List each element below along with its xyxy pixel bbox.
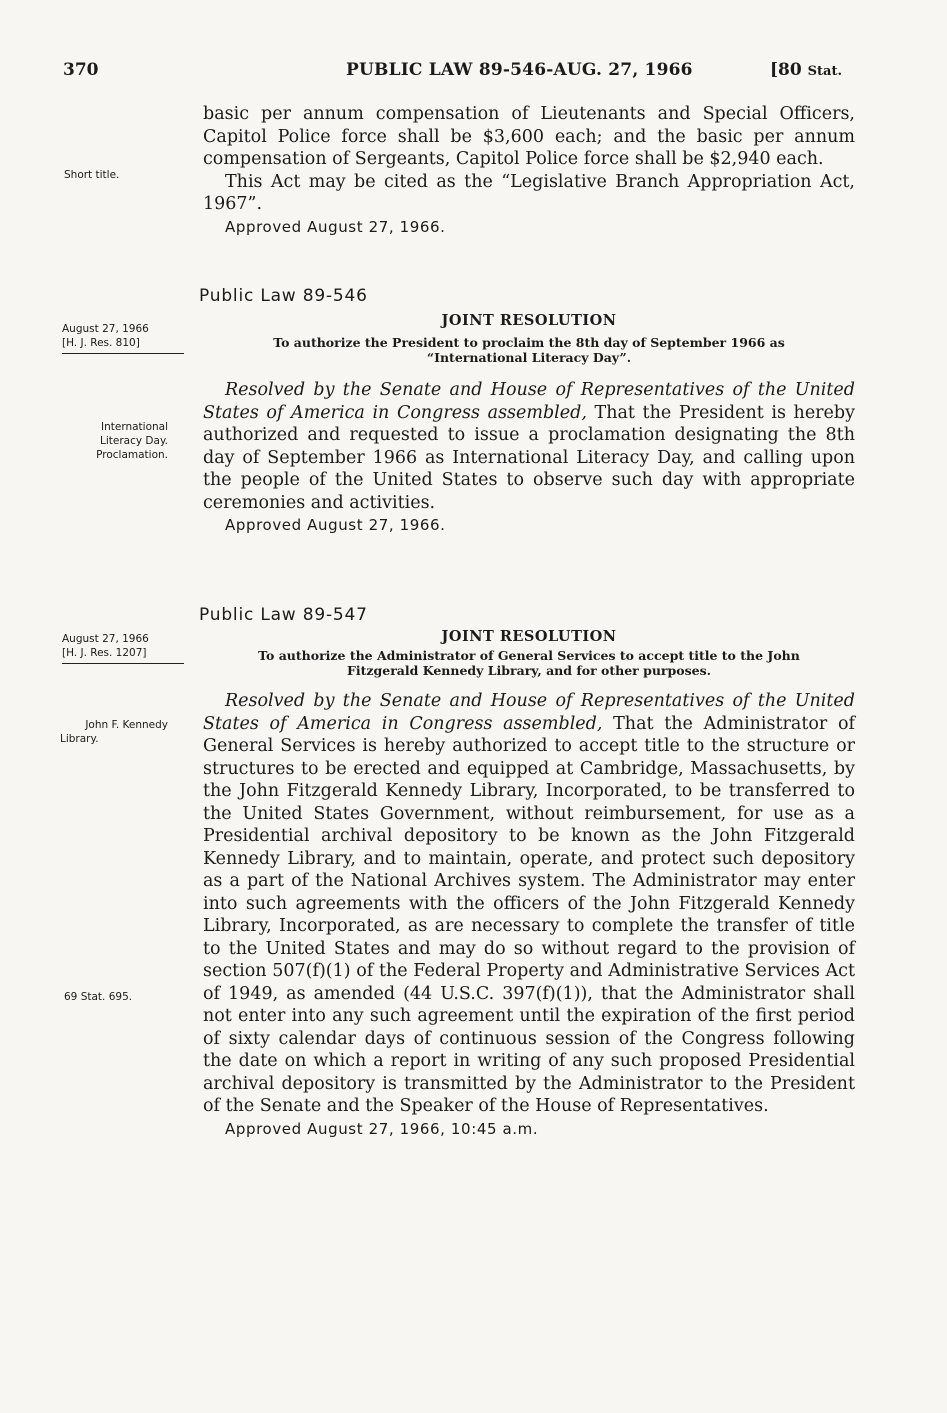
margin-pl547-date-block [62,632,184,664]
margin-stat-ref: 69 Stat. 695. [64,991,133,1003]
pl547-title: Public Law 89-547 [199,605,368,625]
margin-pl546-date-block [62,322,184,354]
margin-literacy-1: International [100,421,168,433]
pl546-date: August 27, 1966 [62,323,149,335]
public-law-546 [199,286,855,534]
continuation-paragraph: basic per annum compensation of Lieutenants and Special Officers, Capitol Police force shall be $3,600 each; and the basic per annum compensation of Sergeants, Capitol Police force shall be $2,940 each. [203,104,855,169]
pl546-purpose-line-1: To authorize the President to proclaim the 8th day of September 1966 as [273,335,785,350]
pl547-text [203,690,855,1118]
approved-intro: Approved August 27, 1966. [225,217,446,236]
pl547-purpose-line-2: Fitzgerald Kennedy Library, and for other purposes. [347,663,711,678]
running-head: PUBLIC LAW 89-546-AUG. 27, 1966 [346,60,693,80]
pl547-purpose-line-1: To authorize the Administrator of General Services to accept title to the John [258,648,800,663]
public-law-547 [199,605,856,1138]
margin-short-title: Short title. [64,169,120,181]
stat-bracket: [80 [770,60,808,80]
pl547-body: That the Administrator of General Services is hereby authorized to accept title to the structure or structures to be erected and equipped at Cambridge, Massachusetts, by the John Fitzgerald Kennedy Library, Incorporated, to be transferred to the United States Government, without reimbursement, for use as a Presidential archival depository to be known as the John Fitzgerald Kennedy Library, and to maintain, operate, and protect such depository as a part of the National Archives system. The Administrator may enter into such agreements with the officers of the John Fitzgerald Kennedy Library, Incorporated, as are necessary to complete the transfer of title to the United States and may do so without regard to the provision of section 507(f)(1) of the Federal Property and Administrative Services Act of 1949, as amended (44 U.S.C. 397(f)(1)), that the Administrator shall not enter into any such agreement until the expiration of the first period of sixty calendar days of continuous session of the Congress following the date on which a report in writing of any such proposed Presidential archival depository is transmitted by the Administrator to the President of the Senate and the Speaker of the House of Representatives. [203,713,856,1116]
pl546-purpose [203,335,855,365]
pl546-resolving-clause: Resolved by the Senate and House of Representatives of the United States of America in Congress assembled, [203,380,855,423]
pl547-date: August 27, 1966 [62,633,149,645]
pl546-text [203,379,855,514]
pl546-approved: Approved August 27, 1966. [225,516,446,534]
margin-jfk-library [50,718,168,746]
margin-jfk-1: John F. Kennedy [85,719,168,731]
intro-section [203,103,855,236]
margin-literacy-2: Literacy Day. [100,435,168,447]
statute-volume [770,60,842,80]
short-title-paragraph: This Act may be cited as the “Legislative Branch Appropriation Act, 1967”. [203,171,855,214]
pl547-approved: Approved August 27, 1966, 10:45 a.m. [225,1119,539,1138]
margin-literacy [50,420,168,462]
pl546-purpose-line-2: “International Literacy Day”. [426,350,632,365]
margin-jfk-2: Library. [60,733,99,745]
pl547-heading: JOINT RESOLUTION [441,628,617,645]
pl547-res-number: [H. J. Res. 1207] [62,647,147,659]
pl546-body: That the President is hereby authorized and requested to issue a proclamation designating the 8th day of September 1966 as International Literacy Day, and calling upon the people of the United States to observe such day with appropriate ceremonies and activities. [203,402,855,513]
stat-word: Stat. [807,64,842,79]
page-number: 370 [63,60,99,80]
pl546-heading: JOINT RESOLUTION [441,312,617,329]
pl547-purpose [203,648,855,678]
pl546-res-number: [H. J. Res. 810] [62,337,140,349]
margin-literacy-3: Proclamation. [96,449,168,461]
pl546-title: Public Law 89-546 [199,286,368,306]
pl547-resolving-clause: Resolved by the Senate and House of Representatives of the United States of America in Congress assembled, [203,691,855,734]
